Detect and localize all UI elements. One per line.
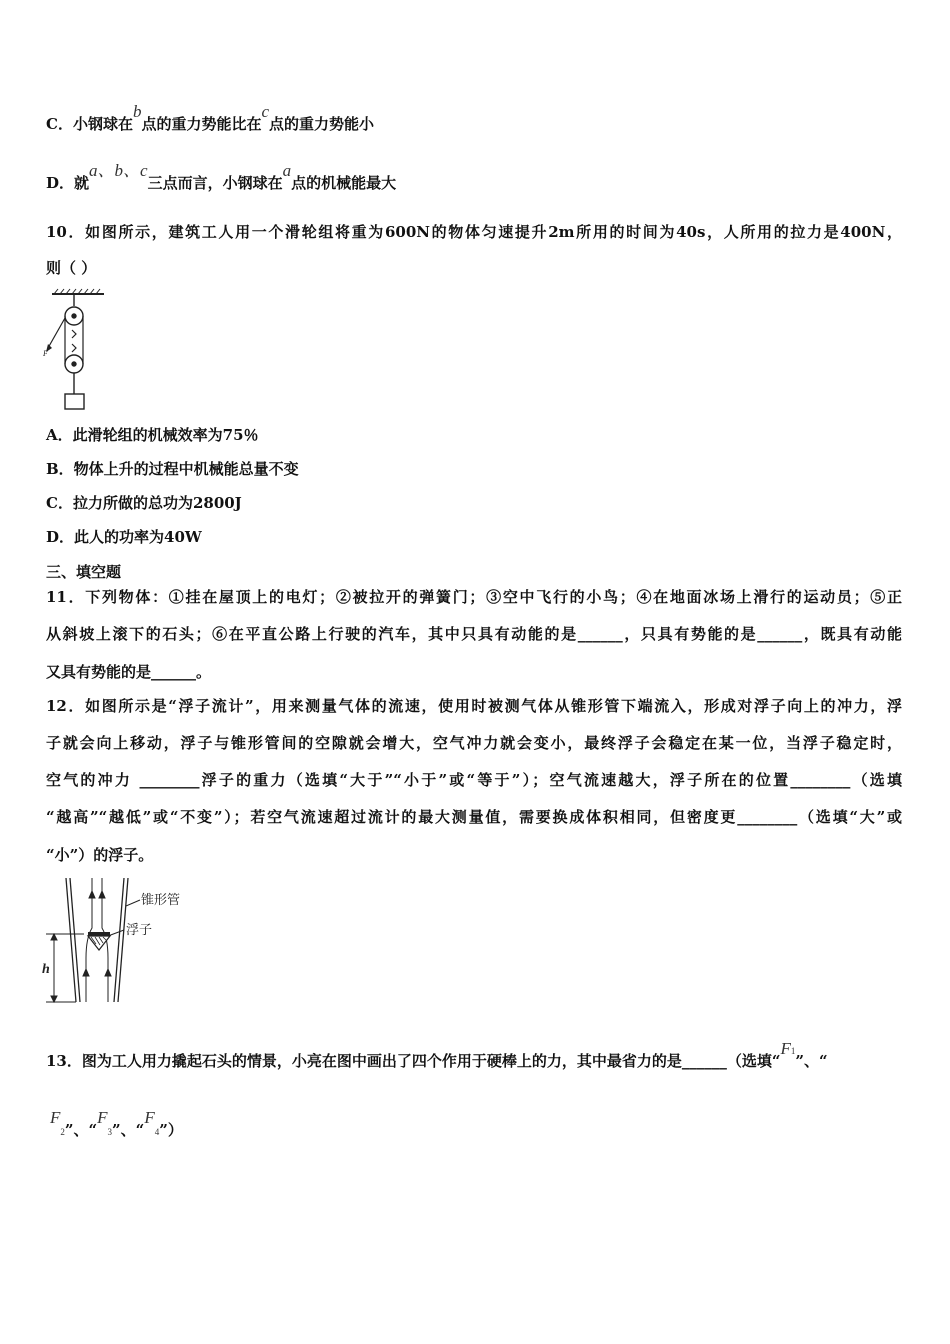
flowmeter-figure — [40, 872, 190, 1006]
q13-f2-sep: ”、“ — [64, 1121, 98, 1139]
ceiling-hatch — [52, 289, 104, 294]
q10-option-c: C．拉力所做的总功为2800J — [46, 494, 242, 512]
q9-option-c — [46, 102, 375, 134]
q13-f4-sub: 4 — [154, 1127, 160, 1137]
q9-option-d — [46, 161, 397, 193]
height-marker — [46, 934, 84, 1002]
q9-d-suffix: 点的机械能最大 — [291, 174, 397, 192]
float-body — [88, 932, 110, 950]
q9-c-var-b: b — [132, 102, 142, 121]
q10-option-d: D．此人的功率为40W — [46, 528, 202, 546]
q13-line1-end: ”、“ — [795, 1052, 828, 1070]
q13-f2-var: F — [50, 1108, 61, 1127]
q12-line1: 12．如图所示是“浮子流计”，用来测量气体的流速，使用时被测气体从锥形管下端流入，形成对浮子向上的冲力，浮 — [46, 697, 902, 715]
height-label-h: h — [42, 962, 50, 977]
q13-f2-sub: 2 — [60, 1127, 65, 1137]
q11-line2: 从斜坡上滚下的石头；⑥在平直公路上行驶的汽车，其中只具有动能的是______，只具有势能的是______，既具有动能 — [46, 625, 902, 643]
tube-label-leader — [126, 900, 140, 906]
force-label-f: F — [43, 349, 48, 358]
q9-d-var-a: a — [282, 161, 292, 180]
q10-stem-line2: 则（ ） — [46, 259, 97, 277]
q11-line3: 又具有势能的是______。 — [46, 663, 212, 681]
q13-f4-sep: ”） — [159, 1121, 183, 1139]
float-label-leader — [108, 930, 124, 936]
q12-line4: “越高”“越低”或“不变”）；若空气流速超过流计的最大测量值，需要换成体积相同，但密度更________（选填“大”或 — [46, 808, 902, 826]
q9-c-prefix: C．小钢球在 — [46, 115, 133, 133]
section-title-fill-in: 三、填空题 — [46, 563, 122, 581]
q13-f3-sub: 3 — [107, 1127, 113, 1137]
q9-c-suffix: 点的重力势能小 — [269, 115, 375, 133]
q9-d-mid: 三点而言，小钢球在 — [147, 174, 283, 192]
q12-line3: 空气的冲力 ________浮子的重力（选填“大于”“小于”或“等于”）；空气流速越大，浮子所在的位置________（选填 — [46, 771, 902, 789]
q9-c-mid: 点的重力势能比在 — [141, 115, 262, 133]
q13-f3-sep: ”、“ — [112, 1121, 145, 1139]
q13-f3-var: F — [97, 1108, 108, 1127]
q13-line1 — [46, 1039, 828, 1073]
q13-f4-var: F — [144, 1108, 155, 1127]
load-block — [65, 394, 84, 409]
movable-pulley — [65, 355, 83, 394]
q13-line1-text: 13．图为工人用力撬起石头的情景，小亮在图中画出了四个作用于硬棒上的力，其中最省力的是______（选填“ — [46, 1052, 781, 1070]
float-label: 浮子 — [126, 923, 153, 938]
pulley-figure — [38, 286, 108, 412]
tube-label: 锥形管 — [141, 893, 181, 908]
q13-f1-sub: 1 — [790, 1046, 796, 1056]
q12-line5: “小”）的浮子。 — [46, 846, 154, 864]
q10-option-a: A．此滑轮组的机械效率为75％ — [46, 426, 259, 444]
q9-c-var-c: c — [261, 102, 270, 121]
q13-f1-var: F — [780, 1039, 791, 1058]
q10-option-b: B．物体上升的过程中机械能总量不变 — [46, 460, 299, 478]
q11-line1: 11．下列物体：①挂在屋顶上的电灯；②被拉开的弹簧门；③空中飞行的小鸟；④在地面冰场上滑行的运动员；⑤正 — [46, 588, 902, 606]
q9-d-vars: a、b、c — [89, 161, 148, 180]
q12-line2: 子就会向上移动，浮子与锥形管间的空隙就会增大，空气冲力就会变小，最终浮子会稳定在某一位，当浮子稳定时， — [46, 734, 902, 752]
fixed-pulley — [65, 294, 83, 325]
q13-line2 — [50, 1108, 183, 1142]
rope — [48, 316, 83, 364]
q10-stem-line1: 10．如图所示，建筑工人用一个滑轮组将重为600N的物体匀速提升2m所用的时间为40s，人所用的拉力是400N， — [46, 223, 902, 241]
q9-d-prefix: D．就 — [46, 174, 90, 192]
